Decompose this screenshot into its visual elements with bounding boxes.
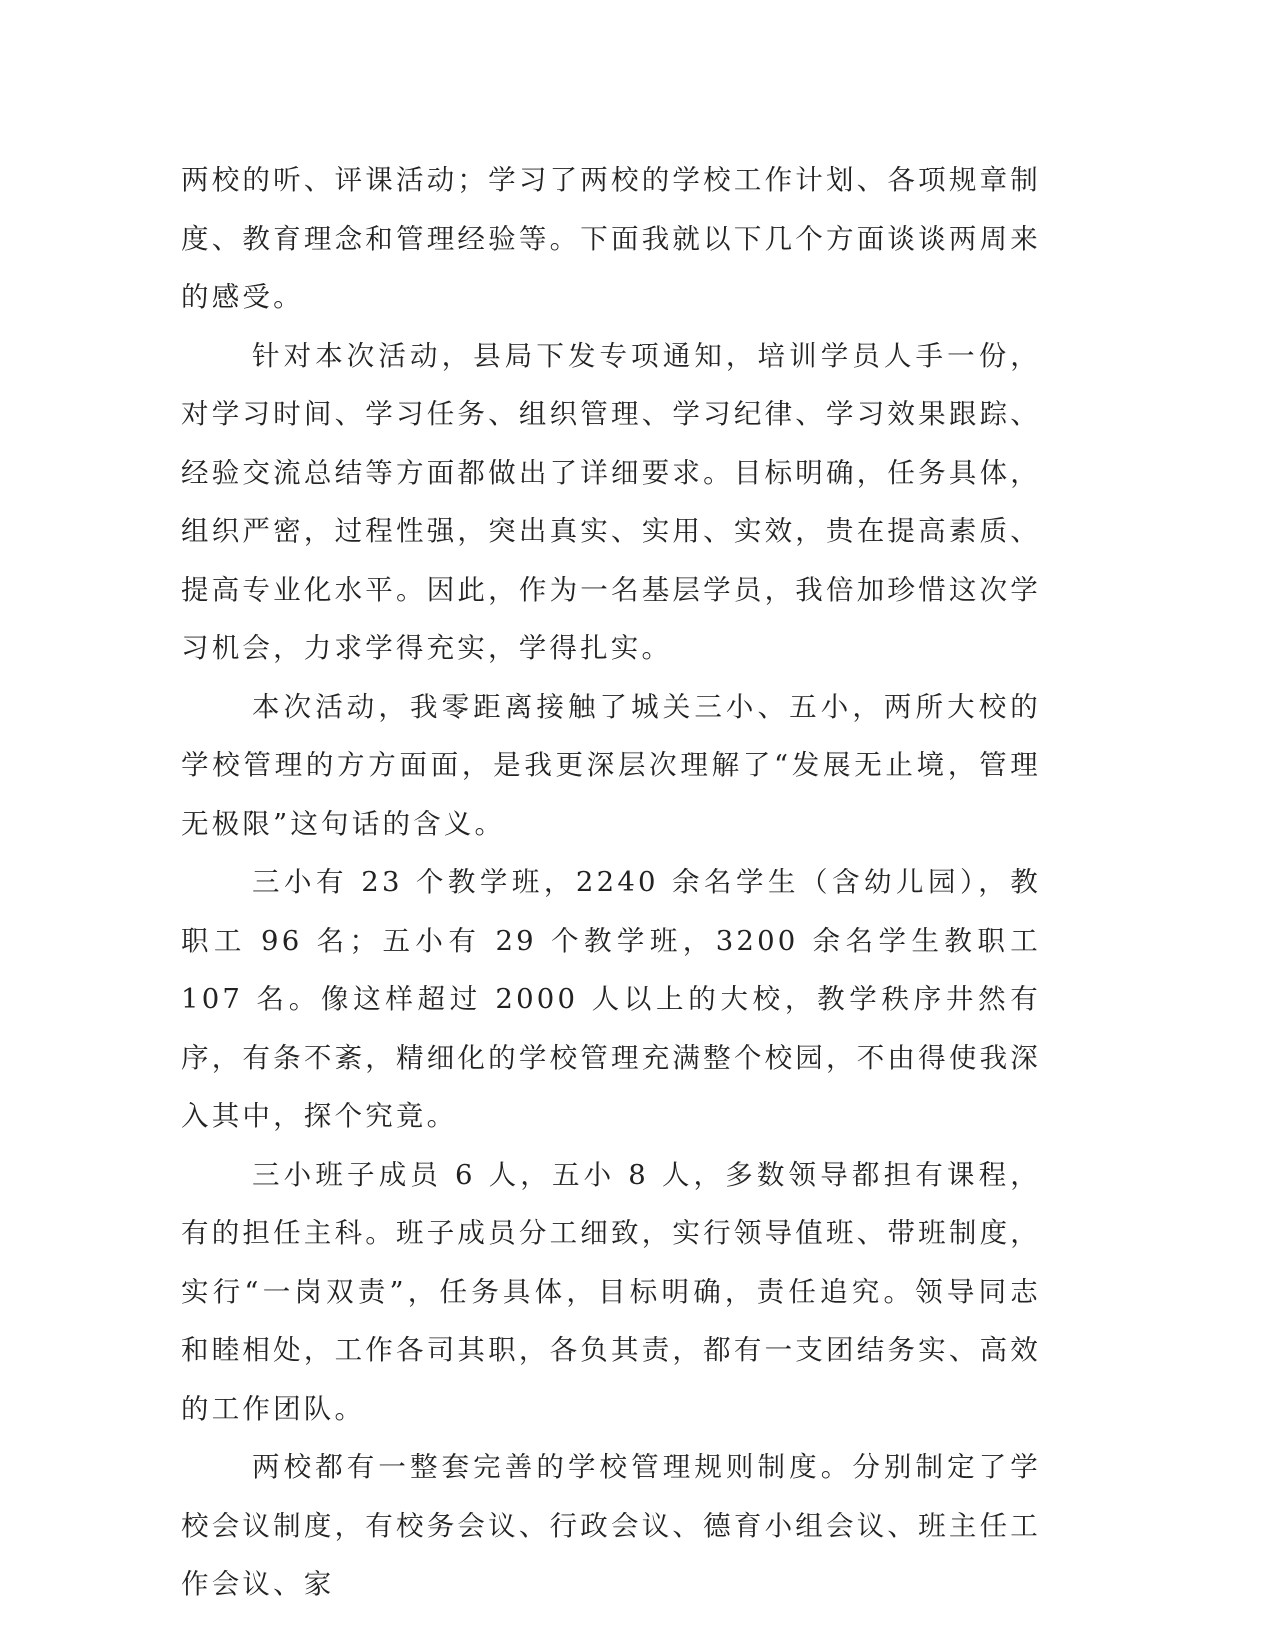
paragraph-6: 两校都有一整套完善的学校管理规则制度。分别制定了学校会议制度，有校务会议、行政会议、德育小组会议、班主任工作会议、家 xyxy=(181,1451,1041,1600)
document-body xyxy=(181,151,1041,1614)
paragraph-1: 两校的听、评课活动；学习了两校的学校工作计划、各项规章制度、教育理念和管理经验等。下面我就以下几个方面谈谈两周来的感受。 xyxy=(181,164,1041,313)
paragraph-4: 三小有 23 个教学班，2240 余名学生（含幼儿园），教职工 96 名；五小有 29 个教学班，3200 余名学生教职工 107 名。像这样超过 2000 人以上的大校，教学秩序井然有序，有条不紊，精细化的学校管理充满整个校园，不由得使我深入其中，探个究竟。 xyxy=(181,866,1041,1132)
paragraph-3: 本次活动，我零距离接触了城关三小、五小，两所大校的学校管理的方方面面，是我更深层次理解了“发展无止境，管理无极限”这句话的含义。 xyxy=(181,690,1041,840)
paragraph-5: 三小班子成员 6 人，五小 8 人，多数领导都担有课程，有的担任主科。班子成员分工细致，实行领导值班、带班制度，实行“一岗双责”，任务具体，目标明确，责任追究。领导同志和睦相处，工作各司其职，各负其责，都有一支团结务实、高效的工作团队。 xyxy=(181,1158,1041,1425)
paragraph-2: 针对本次活动，县局下发专项通知，培训学员人手一份，对学习时间、学习任务、组织管理、学习纪律、学习效果跟踪、经验交流总结等方面都做出了详细要求。目标明确，任务具体，组织严密，过程性强，突出真实、实用、实效，贵在提高素质、提高专业化水平。因此，作为一名基层学员，我倍加珍惜这次学习机会，力求学得充实，学得扎实。 xyxy=(181,339,1041,664)
